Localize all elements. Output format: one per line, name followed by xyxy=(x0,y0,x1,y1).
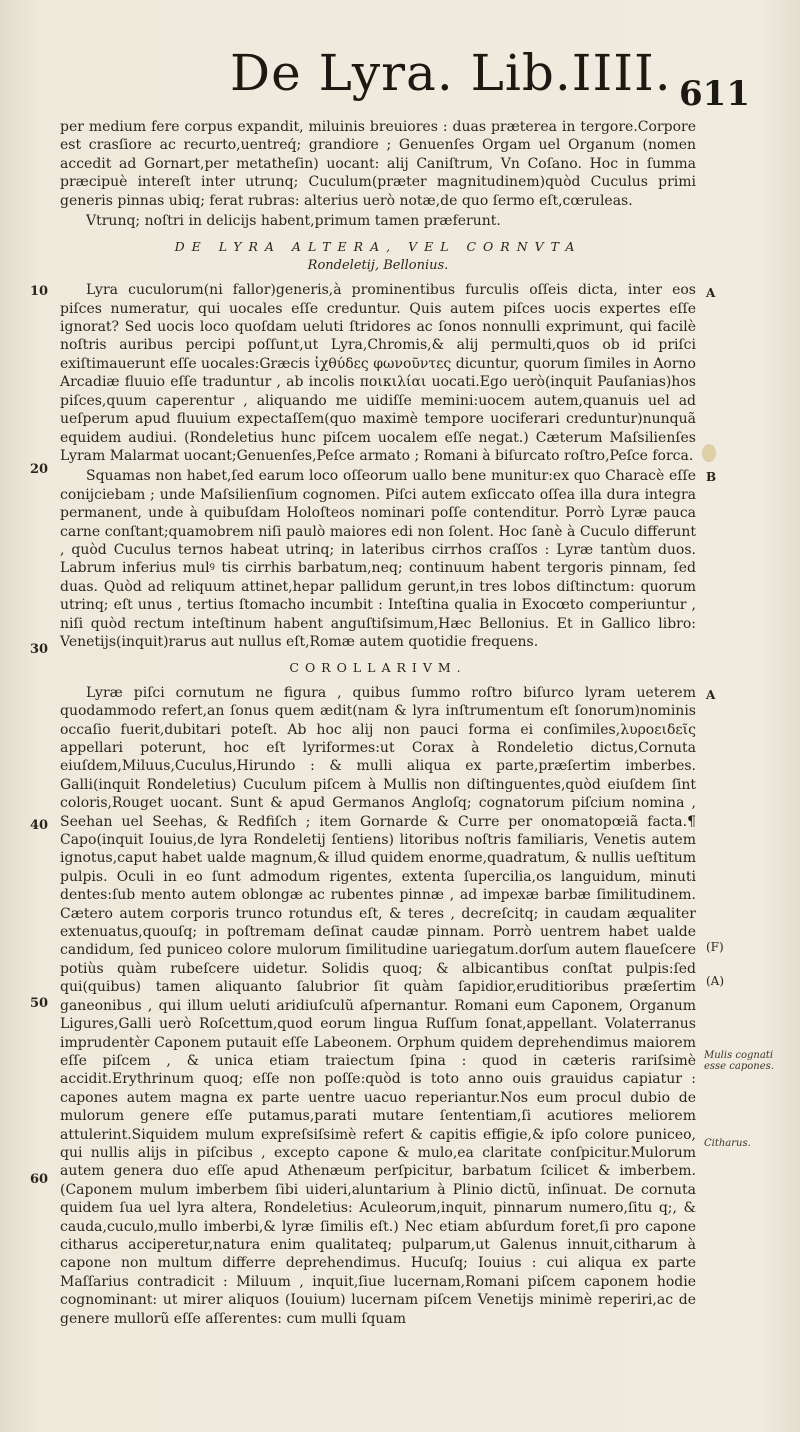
paper-stain xyxy=(702,444,716,462)
margin-letter: A xyxy=(706,688,716,702)
paragraph: Lyra cuculorum(ni fallor)generis,à prominentibus furculis oſſeis dicta, inter eos piſces numeratur, qui uocales eſſe creduntur. Quis autem piſces uocis expertes eſſe ignorat? Sed uocis loco quoſdam ueluti ſtridores ac ſonos nonnulli exprimunt, qui facilè noſtris auribus percipi poſſunt,ut Lyra,Chromis,& alij permulti,quos ob id priſci exiſtimauerunt eſſe uocales:Græcis ἰχθύδες φωνοῦντες dicuntur, quorum ſimiles in Aorno Arcadiæ fluuio eſſe traduntur , ab incolis ποικιλίαι uocati.Ego uerò(inquit Pauſanias)hos piſces,quum caperentur , aliquando me uidiſſe memini:uocem autem,quanuis uel ad ueſperum apud fluuium expectaſſem(quo maximè tempore uociferari creduntur)nunquã equidem audiui. (Rondeletius hunc piſcem uocalem eſſe negat.) Cæterum Maſsilienſes Lyram Malarmat uocant;Genuenſes,Peſce armato ; Romani à biſurcato roſtro,Peſce forca. xyxy=(60,282,696,464)
page-header xyxy=(230,44,750,114)
margin-letter: (A) xyxy=(706,974,725,988)
margin-letter: B xyxy=(706,470,717,484)
paragraph: Lyræ piſci cornutum ne figura , quibus ſummo roſtro biſurco lyram ueterem quodammodo refert,an ſonus quem ædit(nam & lyra inſtrumentum eſt ſonorum)nominis occaſio fuerit,dubitari poteſt. Ab hoc alij non pauci forma ei conſimiles,λυροειδεῖς appellari poterunt, hoc eſt lyriformes:ut Corax à Rondeletio dictus,Cornuta eiuſdem,Miluus,Cuculus,Hirundo : & mulli aliqua ex parte,præſertim imberbes. Galli(inquit Rondeletius) Cuculum piſcem à Mullis non diſtinguentes,quòd eiuſdem ſint coloris,Rouget uocant. Sunt & apud Germanos Angloſq; cognatorum piſcium nomina , Seehan uel Seehas, & Redfiſch ; item Gornarde & Curre per onomatopœiã facta.¶ Capo(inquit Iouius,de lyra Rondeletij ſentiens) litoribus noſtris familiaris, Venetis autem ignotus,caput habet ualde magnum,& illud quidem enorme,quadratum, & nullis ueſtitum pulpis. Oculi in eo ſunt admodum rigentes, extenta ſupercilia,os languidum, minuti dentes:ſub mento autem oblongæ ac rubentes pinnæ , ad impexæ barbæ ſimilitudinem. Cætero autem corporis trunco rotundus eſt, & teres , decreſcitq; in caudam æqualiter extenuatus,quouſq; in poſtremam deſinat caudæ pinnam. Porrò uentrem habet ualde candidum, ſed puniceo colore mulorum ſimilitudine uariegatum.dorſum autem flaueſcere potiùs quàm rubeſcere uidetur. Solidis quoq; & albicantibus conſtat pulpis:ſed qui(quibus) tamen aliquanto ſalubrior ſit quàm ſapidior,eruditioribus præſertim ganeonibus , qui illum ueluti aridiuſculũ aſpernantur. Romani eum Caponem, Organum Ligures,Galli uerò Roſcettum,quod eorum lingua Ruſſum ſonat,appellant. Volaterranus imprudentèr Caponem putauit eſſe Labeonem. Orphum quidem deprehendimus maiorem eſſe piſcem , & unica etiam traiectum ſpina : quod in cæteris rariſsimè accidit.Erythrinum quoq; eſſe non poſſe:quòd is toto anno ouis grauidus capiatur : capones autem magna ex parte uentre uacuo reperiantur.Nos eum procul dubio de mulorum genere eſſe putamus,parati mutare ſententiam,ſi acutiores meliorem attulerint.Siquidem mulum expreſsiſsimè refert & capitis effigie,& ipſo colore puniceo, qui nullis alijs in piſcibus , excepto capone & mulo,ea claritate conſpicitur.Mulorum autem genera duo eſſe apud Athenæum perſpicitur, barbatum ſcilicet & imberbem. (Caponem mulum imberbem ſibi uideri,aluntarium à Plinio dictũ, inſinuat. De cornuta quidem ſua uel lyra altera, Rondeletius: Aculeorum,inquit, pinnarum numero,ſitu q;, & cauda,cuculo,mullo imberbi,& lyræ ſimilis eſt.) Nec etiam abſurdum foret,ſi pro capone citharus acciperetur,natura enim qualitateq; pulparum,ut Galenus innuit,citharum à capone non multum differre deprehendimus. Hucuſq; Iouius : cui aliqua ex parte Maſſarius contradicit : Miluum , inquit,ſiue lucernam,Romani piſcem caponem hodie cognominant: ut mirer aliquos (Iouium) lucernam piſcem Venetijs minimè reperiri,ac de genere mullorũ eſſe aſſerentes: cum mulli ſquam xyxy=(60,684,696,1327)
line-number: 60 xyxy=(30,1172,49,1187)
line-number: 30 xyxy=(30,642,49,657)
margin-letter: (F) xyxy=(706,940,724,954)
body-text xyxy=(60,118,696,1330)
margin-note: Citharus. xyxy=(704,1138,751,1149)
margin-note: Mulis cognati esse capones. xyxy=(704,1050,774,1072)
running-title: De Lyra. Lib.IIII. xyxy=(230,44,672,102)
margin-letter: A xyxy=(706,286,716,300)
paragraph: Squamas non habet,ſed earum loco oſſeorum uallo bene munitur:ex quo Characè eſſe conijciebam ; unde Maſsilienſium cognomen. Piſci autem exſiccato oſſea illa dura integra permanent, unde à quibuſdam Holoſteos nominari poſſe contenditur. Porrò Lyræ pauca carne conſtant;quamobrem niſi paulò maiores edi non ſolent. Hoc ſanè à Cuculo differunt , quòd Cuculus ternos habeat utrinq; in lateribus cirrhos craſſos : Lyræ tantùm duos. Labrum inferius mulꝰ tis cirrhis barbatum,neq; continuum habent tergoris pinnam, ſed duas. Quòd ad reliquum attinet,hepar pallidum gerunt,in tres lobos diſtinctum: quorum utrinq; eſt unus , tertius ſtomacho incumbit : Inteſtina qualia in Exocœto comperiuntur , niſi quòd rectum inteſtinum habent anguſtiſsimum,Hæc Bellonius. Et in Gallico libro: Venetijs(inquit)rarus aut nullus eſt,Romæ autem quotidie frequens. xyxy=(60,468,696,650)
section-heading: COROLLARIVM. xyxy=(289,660,467,676)
line-number: 50 xyxy=(30,996,49,1011)
line-number: 20 xyxy=(30,462,49,477)
line-number: 40 xyxy=(30,818,49,833)
section-sources: Rondeletij, Bellonius. xyxy=(307,257,449,273)
paragraph: Vtrunq; noſtri in delicijs habent,primum tamen præferunt. xyxy=(86,213,501,230)
section-heading: DE LYRA ALTERA, VEL CORNVTA xyxy=(174,239,582,255)
folio-number: 611 xyxy=(679,74,750,114)
line-number: 10 xyxy=(30,284,49,299)
paragraph: per medium fere corpus expandit, miluinis breuiores : duas præterea in tergore.Corpore est crasſiore ac recurto,uentreq́; grandiore ; Genuenſes Orgam uel Organum (nomen accedit ad Gornart,per metatheſin) uocant: alij Caniſtrum, Vn Coſano. Hoc in ſumma præcipuè intereſt inter utrunq; Cuculum(præter magnitudinem)quòd Cuculus primi generis pinnas ubiq; ferat rubras: alterius uerò notæ,de quo ſermo eſt,cœruleas. xyxy=(60,119,696,209)
